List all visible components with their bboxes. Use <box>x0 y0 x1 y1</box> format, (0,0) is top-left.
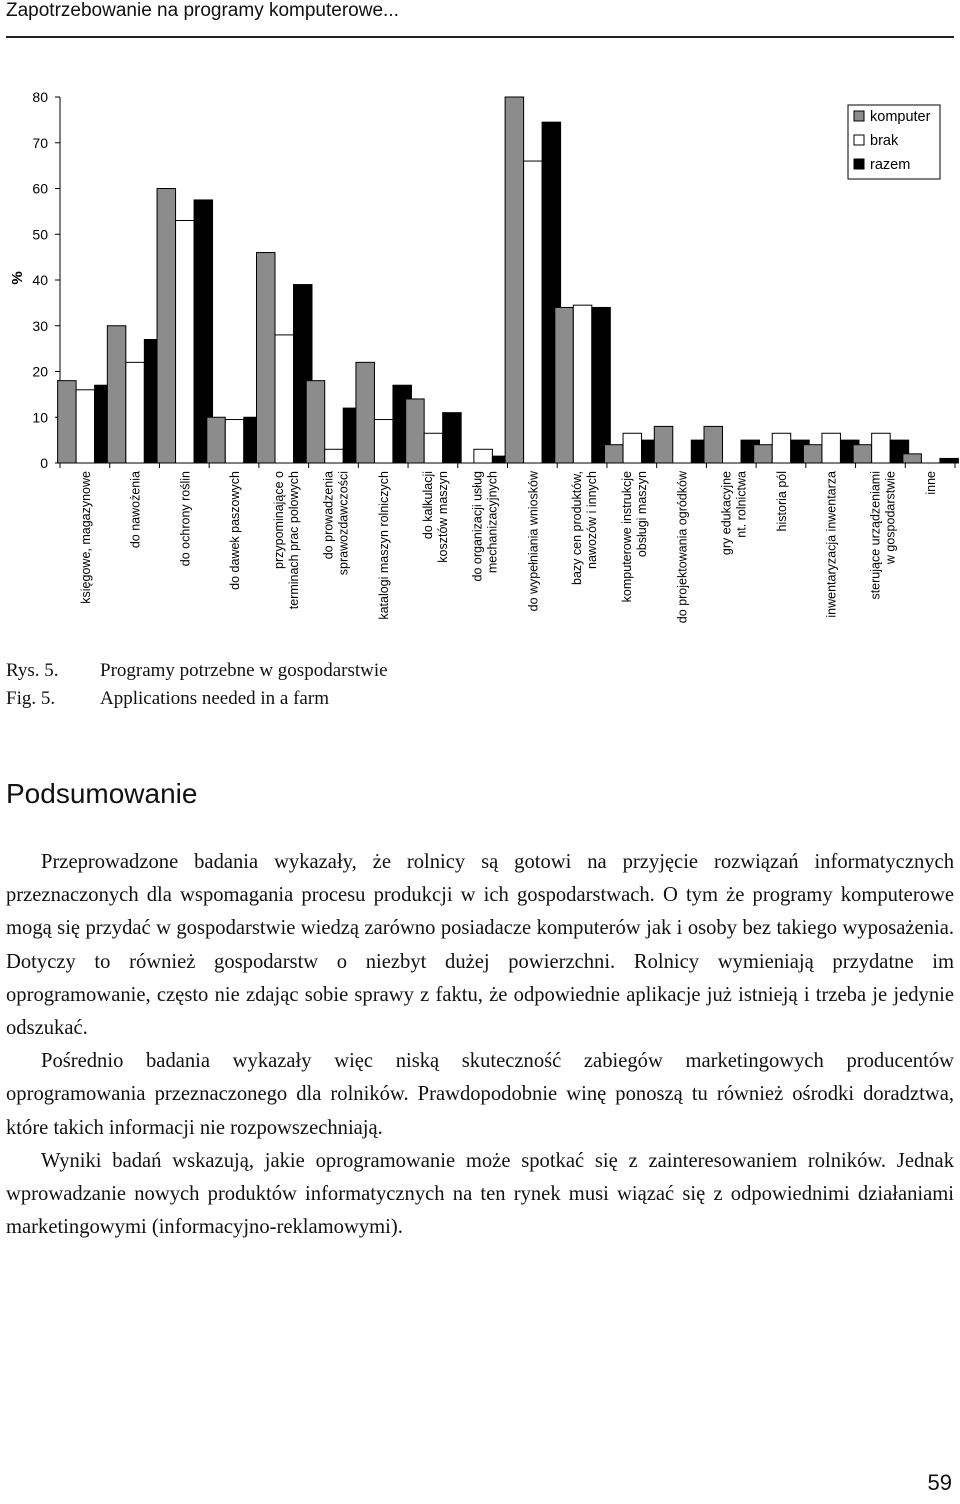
bar-brak <box>325 449 344 463</box>
bar-komputer <box>306 381 325 463</box>
bar-komputer <box>58 381 77 463</box>
x-tick-label-line: do ochrony roślin <box>178 471 193 567</box>
bar-komputer <box>903 454 922 463</box>
bar-komputer <box>754 445 773 463</box>
x-tick-label-line: katalogi maszyn rolniczych <box>377 471 392 620</box>
x-tick-label-line: do wypełniania wniosków <box>526 471 541 612</box>
bar-brak <box>126 362 145 463</box>
bar-brak <box>424 433 443 463</box>
bar-komputer <box>107 326 126 463</box>
y-tick-label: 40 <box>32 272 48 288</box>
x-tick-label-line: nt. rolnictwa <box>734 471 749 538</box>
bar-brak <box>872 433 891 463</box>
x-tick-label-line: terminach prac polowych <box>286 471 301 610</box>
y-tick-label: 30 <box>32 317 48 334</box>
x-tick-label-line: w gospodarstwie <box>883 471 898 565</box>
section-title: Podsumowanie <box>6 778 198 809</box>
x-tick-label-line: kosztów maszyn <box>435 471 450 563</box>
bar-brak <box>225 420 244 463</box>
y-tick-label: 70 <box>32 134 48 151</box>
x-tick-label-line: obsługi maszyn <box>634 471 649 558</box>
caption-pl-label: Rys. 5. <box>6 660 59 681</box>
x-tick-label-line: do prowadzenia <box>321 471 336 560</box>
bar-komputer <box>654 426 673 463</box>
x-tick-label-line: do kalkulacji <box>420 471 435 540</box>
bar-brak <box>772 433 791 463</box>
y-tick-label: 10 <box>32 409 48 426</box>
x-tick-label-line: sprawozdawczości <box>336 471 351 576</box>
x-tick-label <box>775 471 789 531</box>
bar-komputer <box>207 417 226 463</box>
x-tick-label-line: bazy cen produktów, <box>570 471 585 585</box>
y-axis-label: % <box>9 271 26 285</box>
x-tick-label-line: do organizacji usług <box>470 471 485 582</box>
x-tick-label-line: historia pól <box>774 471 789 532</box>
x-tick-label <box>570 471 599 585</box>
bar-brak <box>524 161 543 463</box>
bar-razem <box>940 458 959 463</box>
caption-en-label: Fig. 5. <box>6 688 56 709</box>
paragraph-1: Przeprowadzone badania wykazały, że rolnicy są gotowi na przyjęcie rozwiązań informatycznych przeznaczonych dla wspomagania procesu produkcji w ich gospodarstwach. O tym że programy komputerowe mogą się przydać w gospodarstwie wiedzą zarówno posiadacze komputerów jak i osoby bez takiego wyposażenia. Dotyczy to również gospodarstw o niezbyt dużej powierzchni. Rolnicy wymieniają przydatne im oprogramowanie, często nie zdając sobie sprawy z faktu, że odpowiednie aplikacje już istnieją i trzeba je jedynie odszukać. <box>6 851 954 1040</box>
legend-swatch-brak <box>854 135 864 145</box>
y-tick-label: 80 <box>32 89 48 105</box>
caption-pl-text: Programy potrzebne w gospodarstwie <box>100 660 388 681</box>
bar-komputer <box>157 189 176 464</box>
x-tick-label-line: do dawek paszowych <box>228 471 243 590</box>
caption-en-text: Applications needed in a farm <box>100 688 329 709</box>
caption-pl <box>6 660 388 682</box>
x-tick-label-line: sterujące urządzeniami <box>868 471 883 600</box>
x-tick-label <box>421 471 450 563</box>
running-head: Zapotrzebowanie na programy komputerowe... <box>6 0 399 21</box>
y-tick-label: 60 <box>32 180 48 197</box>
x-tick-label-line: komputerowe instrukcje <box>619 471 634 603</box>
x-tick-label <box>228 471 242 590</box>
bar-komputer <box>853 445 872 463</box>
x-tick-label <box>620 471 649 602</box>
x-tick-label <box>719 471 748 555</box>
legend-swatch-razem <box>854 159 864 169</box>
x-tick-label <box>79 471 93 604</box>
legend-swatch-komputer <box>854 111 864 121</box>
x-tick-label-line: do nawożenia <box>128 471 143 549</box>
bar-brak <box>573 305 592 463</box>
bar-komputer <box>803 445 822 463</box>
x-tick-label-line: mechanizacyjnych <box>485 471 500 574</box>
x-tick-label <box>272 471 301 609</box>
bar-komputer <box>704 426 723 463</box>
bar-brak <box>275 335 294 463</box>
x-tick-label-line: inwentaryzacja inwentarza <box>824 471 839 618</box>
bar-razem <box>443 413 462 463</box>
x-tick-label <box>924 471 938 495</box>
paragraph-3: Wyniki badań wskazują, jakie oprogramowanie może spotkać się z zainteresowaniem rolników. Jednak wprowadzanie nowych produktów informatycznych na ten rynek musi wiązać się z odpowiednimi działaniami marketingowymi (informacyjno-reklamowymi). <box>6 1149 954 1239</box>
x-tick-label <box>377 471 391 620</box>
y-tick-label: 20 <box>32 363 48 380</box>
bar-chart <box>0 80 960 660</box>
x-tick-label-line: inne <box>924 471 939 495</box>
bar-komputer <box>356 362 375 463</box>
bar-razem <box>592 307 611 463</box>
bar-komputer <box>555 307 574 463</box>
x-tick-label-line: nawozów i innych <box>585 471 600 569</box>
legend-label-komputer: komputer <box>870 109 931 125</box>
bar-brak <box>474 449 493 463</box>
x-tick-label <box>471 471 500 582</box>
x-tick-label <box>321 471 350 575</box>
x-tick-label <box>676 470 690 623</box>
legend-label-brak: brak <box>870 133 899 149</box>
x-tick-label <box>526 470 540 611</box>
x-tick-label <box>178 471 192 566</box>
bar-brak <box>623 433 642 463</box>
y-tick-label: 0 <box>40 455 48 471</box>
bar-brak <box>822 433 841 463</box>
paragraph-2: Pośrednio badania wykazały więc niską skuteczność zabiegów marketingowych producentów oprogramowania przeznaczonego dla rolników. Prawdopodobnie winę ponoszą tu również ośrodki doradztwa, które takich informacji nie rozpowszechniają. <box>6 1050 954 1139</box>
bar-komputer <box>605 445 624 463</box>
x-tick-label <box>825 471 839 618</box>
x-tick-label-line: do projektowania ogródków <box>675 471 690 624</box>
page-number: 59 <box>927 1470 952 1495</box>
x-tick-label-line: księgowe, magazynowe <box>78 471 93 604</box>
bar-brak <box>76 390 95 463</box>
y-tick-label: 50 <box>32 226 48 243</box>
body-text <box>6 846 954 1244</box>
bar-komputer <box>505 97 523 463</box>
caption-en <box>6 688 329 710</box>
bar-brak <box>374 420 393 463</box>
bar-komputer <box>406 399 425 463</box>
x-tick-label-line: gry edukacyjne <box>719 471 734 556</box>
bar-komputer <box>257 253 276 463</box>
header-rule <box>6 36 954 38</box>
x-tick-label <box>868 471 897 600</box>
legend-label-razem: razem <box>870 157 911 173</box>
bar-brak <box>176 221 195 463</box>
x-tick-label <box>129 471 143 548</box>
x-tick-label-line: przypominające o <box>271 471 286 569</box>
